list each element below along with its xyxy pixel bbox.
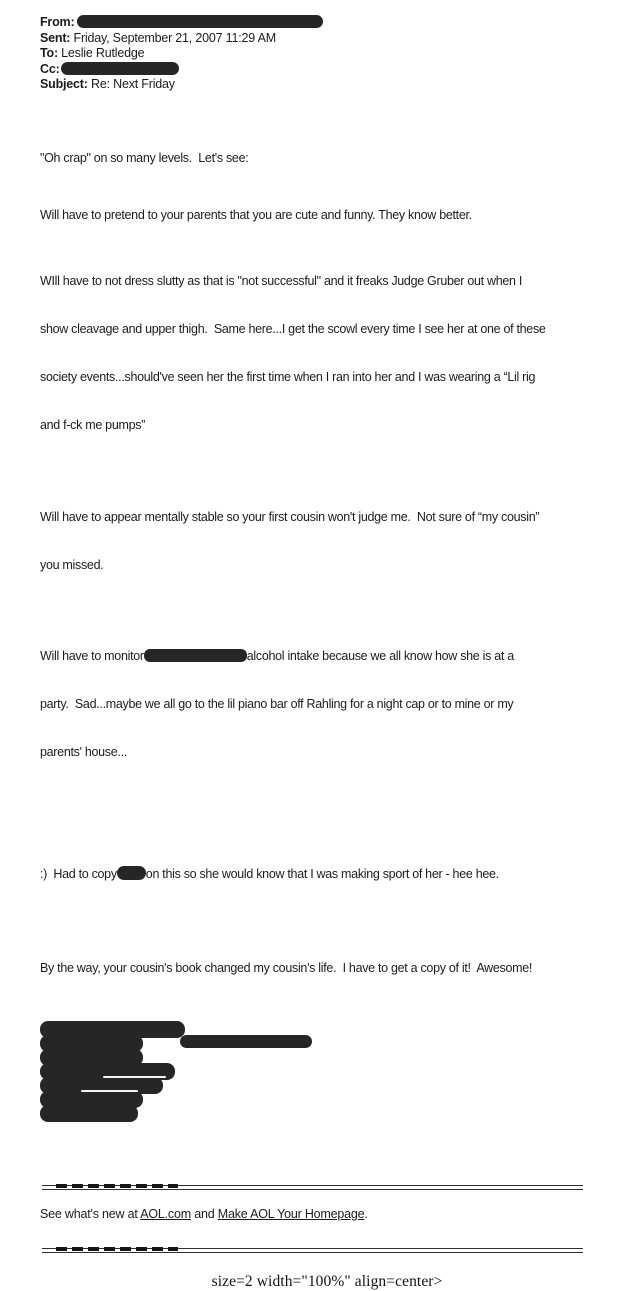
- scan-scratch-artifact: [81, 1090, 138, 1092]
- line: parents' house...: [40, 744, 127, 759]
- inline-redaction-bar-small: [117, 866, 146, 880]
- to-label: To:: [40, 46, 58, 60]
- paragraph-dress-slutty: [40, 241, 614, 465]
- paragraph-pretend-parents: Will have to pretend to your parents that you are cute and funny. They know better.: [40, 207, 472, 222]
- divider-line: [42, 1248, 583, 1254]
- sent-label: Sent:: [40, 30, 71, 45]
- cc-label: Cc:: [40, 61, 60, 76]
- line: society events...should've seen her the first time when I ran into her and I was wearing a “Lil rig: [40, 369, 536, 384]
- aol-promo-line: [40, 1206, 614, 1222]
- cc-redaction-bar: [61, 62, 179, 75]
- line: party. Sad...maybe we all go to the lil piano bar off Rahling for a night cap or to mine or my: [40, 696, 514, 711]
- subject-value: Re: Next Friday: [87, 77, 175, 91]
- line: WIll have to not dress slutty as that is "not successful" and it freaks Judge Gruber out when I: [40, 273, 523, 288]
- subject-label: Subject:: [40, 77, 88, 91]
- paragraph-monitor-alcohol: [40, 616, 614, 792]
- aol-text-prefix: See what's new at: [40, 1206, 141, 1221]
- aol-text-middle: and: [190, 1206, 218, 1221]
- line-with-redaction: [40, 648, 614, 664]
- divider-dash-artifact: [56, 1184, 178, 1188]
- divider-dash-artifact: [56, 1247, 178, 1251]
- divider-line: [42, 1185, 583, 1191]
- line: Will have to appear mentally stable so your first cousin won't judge me. Not sure of “my cousin”: [40, 509, 540, 524]
- paragraph-mentally-stable: [40, 477, 614, 605]
- text-after-redaction: alcohol intake because we all know how she is at a: [246, 648, 514, 663]
- line: and f-ck me pumps”: [40, 417, 146, 432]
- header-from-row: [40, 15, 614, 31]
- redacted-line: [40, 1105, 138, 1122]
- from-redaction-bar: [77, 15, 323, 28]
- html-artifact-text: size=2 width="100%" align=center>: [211, 1272, 443, 1290]
- aol-homepage-link[interactable]: Make AOL Your Homepage: [217, 1206, 365, 1221]
- redacted-signature-block: [40, 1021, 320, 1122]
- line-with-redaction: [40, 866, 614, 882]
- paragraph-cousins-book: By the way, your cousin's book changed my cousin's life. I have to get a copy of it! Awesome!: [40, 960, 533, 975]
- from-label: From:: [40, 15, 75, 29]
- text-before-redaction: :) Had to copy: [40, 866, 117, 881]
- email-header: [40, 15, 614, 93]
- header-cc-row: [40, 62, 614, 78]
- line: you missed.: [40, 557, 104, 572]
- to-value: Leslie Rutledge: [57, 46, 145, 60]
- header-to-row: [40, 46, 614, 62]
- line: show cleavage and upper thigh. Same here...I get the scowl every time I see her at one of these: [40, 321, 546, 336]
- aol-com-link[interactable]: AOL.com: [140, 1206, 191, 1221]
- text-before-redaction: Will have to monitor: [40, 648, 144, 663]
- paragraph-had-to-copy: [40, 834, 614, 914]
- paragraph-oh-crap: "Oh crap" on so many levels. Let's see:: [40, 150, 249, 165]
- header-subject-row: [40, 77, 614, 93]
- text-after-redaction: on this so she would know that I was making sport of her - hee hee.: [145, 866, 499, 881]
- sent-value: Friday, September 21, 2007 11:29 AM: [70, 30, 276, 45]
- aol-text-suffix: .: [364, 1206, 368, 1221]
- redacted-line-extension: [180, 1035, 312, 1048]
- header-sent-row: [40, 31, 614, 47]
- scan-scratch-artifact: [103, 1076, 166, 1078]
- inline-redaction-bar: [144, 649, 247, 662]
